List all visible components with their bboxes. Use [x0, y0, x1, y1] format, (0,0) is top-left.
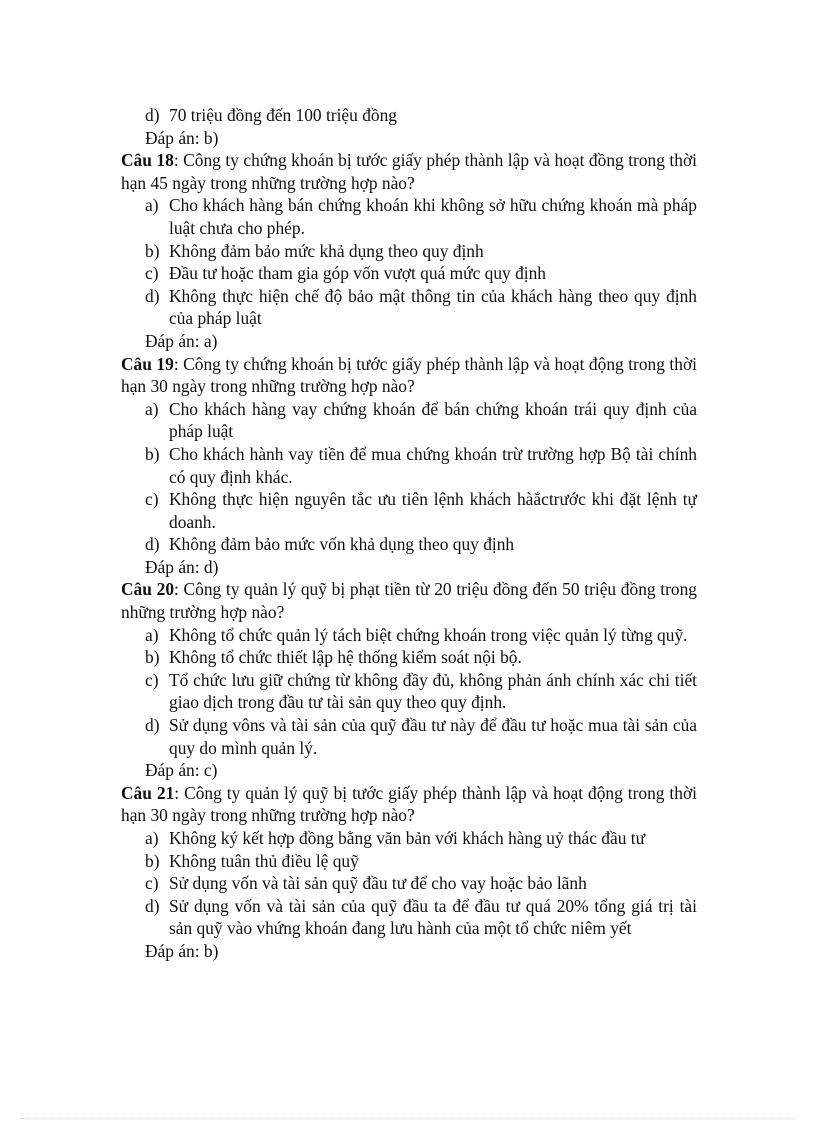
option-a [121, 624, 697, 647]
option-letter: b) [145, 850, 160, 871]
option-text: Không ký kết hợp đồng bằng văn bản với khách hàng uỷ thác đầu tư [169, 828, 646, 848]
option-b [121, 443, 697, 488]
question-text: : Công ty quản lý quỹ bị tước giấy phép thành lập và hoạt động trong thời hạn 30 ngày trong những trường hợp nào? [121, 782, 697, 826]
option-text: Không tổ chức quản lý tách biệt chứng khoán trong việc quản lý từng quỹ. [169, 624, 688, 645]
option-letter: a) [145, 828, 159, 848]
option-d [121, 714, 697, 759]
option-text: Tổ chức lưu giữ chứng từ không đầy đủ, không phản ánh chính xác chi tiết giao dịch trong đầu tư tài sản quy theo quy định. [169, 669, 697, 713]
option-text: Không tuân thủ điều lệ quỹ [169, 850, 359, 871]
option-letter: d) [145, 105, 160, 125]
answer-20: Đáp án: c) [145, 760, 218, 781]
answer-19: Đáp án: d) [145, 556, 219, 577]
option-letter: d) [145, 285, 160, 306]
option-letter: a) [145, 624, 159, 645]
option-letter: b) [145, 443, 160, 464]
option-letter: d) [145, 895, 160, 916]
question-text: : Công ty chứng khoán bị tước giấy phép thành lập và hoạt đồng trong thời hạn 45 ngày trong những trường hợp nào? [121, 150, 697, 193]
option-c [121, 872, 697, 895]
question-number: Câu 19 [121, 353, 174, 374]
prev-answer: Đáp án: b) [145, 127, 219, 148]
option-text: Sử dụng vốn và tài sản quỹ đầu tư để cho vay hoặc bảo lãnh [169, 873, 587, 894]
question-21 [121, 782, 697, 827]
option-b [121, 240, 697, 263]
option-text: Không thực hiện nguyên tắc ưu tiên lệnh khách hàắctrước khi đặt lệnh tự doanh. [169, 489, 697, 532]
footer-divider [20, 1118, 796, 1119]
question-19 [121, 353, 697, 398]
option-letter: c) [145, 489, 159, 510]
option-text: Không đảm bảo mức khả dụng theo quy định [169, 240, 484, 261]
option-letter: b) [145, 647, 160, 668]
option-letter: a) [145, 195, 159, 216]
option-letter: b) [145, 240, 160, 261]
option-d [121, 895, 697, 940]
option-letter: d) [145, 534, 160, 555]
option-text: Cho khách hàng bán chứng khoán khi không sở hữu chứng khoán mà pháp luật chưa cho phép. [169, 195, 697, 238]
option-text: Không tổ chức thiết lập hệ thống kiểm soát nội bộ. [169, 647, 522, 668]
option-c [121, 262, 697, 285]
option-text: Cho khách hàng vay chứng khoán để bán chứng khoán trái quy định của pháp luật [169, 398, 697, 442]
question-text: : Công ty quản lý quỹ bị phạt tiền từ 20 triệu đồng đến 50 triệu đồng trong những trường hợp nào? [121, 579, 697, 623]
question-number: Câu 20 [121, 579, 175, 600]
option-text: Cho khách hành vay tiền để mua chứng khoán trừ trường hợp Bộ tài chính có quy định khác. [169, 443, 697, 487]
option-text: Không thực hiện chế độ bảo mật thông tin của khách hàng theo quy định của pháp luật [169, 285, 697, 329]
option-text: Sử dụng vôns và tài sản của quỹ đầu tư này để đầu tư hoặc mua tài sản của quy do mình quản lý. [169, 715, 697, 758]
question-18 [121, 149, 697, 194]
option-letter: c) [145, 873, 159, 894]
option-a [121, 398, 697, 443]
option-text: Sử dụng vốn và tài sản của quỹ đầu ta để đầu tư quá 20% tổng giá trị tài sản quỹ vào vhứng khoán đang lưu hành của một tổ chức niêm yết [169, 895, 697, 939]
option-a [121, 194, 697, 239]
option-text: Đầu tư hoặc tham gia góp vốn vượt quá mức quy định [169, 263, 547, 284]
option-b [121, 646, 697, 669]
prev-option-d [121, 104, 697, 127]
option-d [121, 533, 697, 556]
option-letter: a) [145, 398, 159, 419]
option-letter: c) [145, 669, 159, 690]
option-text: Không đảm bảo mức vốn khả dụng theo quy định [169, 534, 515, 555]
option-a [121, 827, 697, 850]
option-text: 70 triệu đồng đến 100 triệu đồng [169, 105, 397, 125]
option-c [121, 669, 697, 714]
option-c [121, 488, 697, 533]
option-d [121, 285, 697, 330]
question-number: Câu 21 [121, 782, 175, 803]
answer-18: Đáp án: a) [145, 330, 218, 351]
question-20 [121, 578, 697, 623]
option-letter: d) [145, 715, 160, 736]
answer-21: Đáp án: b) [145, 940, 219, 961]
question-number: Câu 18 [121, 150, 174, 171]
document-body [121, 104, 697, 963]
question-text: : Công ty chứng khoán bị tước giấy phép thành lập và hoạt động trong thời hạn 30 ngày trong những trường hợp nào? [121, 353, 697, 397]
option-b [121, 850, 697, 873]
option-letter: c) [145, 263, 159, 284]
